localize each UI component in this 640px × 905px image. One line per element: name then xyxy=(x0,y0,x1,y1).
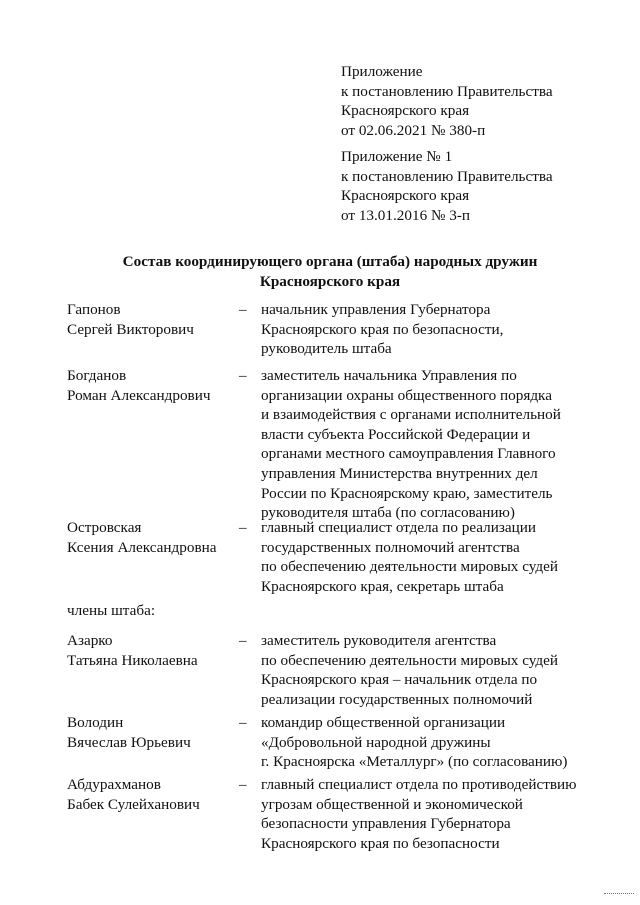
position-line: органами местного самоуправления Главного xyxy=(261,445,556,463)
appendix-header-line: от 13.01.2016 № 3-п xyxy=(341,206,471,224)
person-given-name: Роман Александрович xyxy=(67,386,211,404)
person-name xyxy=(67,300,232,339)
document-title xyxy=(60,252,600,292)
position-line: Красноярского края по безопасности, xyxy=(261,320,504,338)
position-line: главный специалист отдела по реализации xyxy=(261,519,536,536)
appendix-header-current xyxy=(341,62,631,140)
person-position xyxy=(261,300,591,359)
scan-artifact-mark xyxy=(604,893,634,897)
dash-separator: – xyxy=(239,301,247,318)
appendix-header-line: к постановлению Правительства xyxy=(341,167,553,185)
position-line: главный специалист отдела по противодействию xyxy=(261,776,577,793)
position-line: по обеспечению деятельности мировых судей xyxy=(261,558,558,576)
person-position xyxy=(261,366,591,523)
dash-separator: – xyxy=(239,776,247,793)
person-given-name: Татьяна Николаевна xyxy=(67,651,198,669)
document-title-line: Состав координирующего органа (штаба) народных дружин xyxy=(122,253,538,270)
person-name xyxy=(67,518,232,557)
appendix-header-line: Красноярского края xyxy=(341,187,470,205)
appendix-header-line: Красноярского края xyxy=(341,102,470,120)
position-line: руководителя штаба (по согласованию) xyxy=(261,504,515,522)
position-line: г. Красноярска «Металлург» (по согласованию) xyxy=(261,753,568,771)
dash-separator: – xyxy=(239,714,247,731)
dash-separator: – xyxy=(239,367,247,384)
person-name xyxy=(67,366,232,405)
position-line: командир общественной организации xyxy=(261,714,506,731)
person-surname: Володин xyxy=(67,714,124,731)
appendix-header-line: Приложение xyxy=(341,63,423,80)
position-line: безопасности управления Губернатора xyxy=(261,815,511,833)
position-line: реализации государственных полномочий xyxy=(261,690,533,708)
position-line: руководитель штаба xyxy=(261,340,392,358)
position-line: Красноярского края – начальник отдела по xyxy=(261,671,538,689)
person-position xyxy=(261,631,591,709)
appendix-header-line: Приложение № 1 xyxy=(341,148,453,165)
position-line: заместитель руководителя агентства xyxy=(261,632,497,649)
position-line: заместитель начальника Управления по xyxy=(261,367,517,384)
position-line: и взаимодействия с органами исполнительной xyxy=(261,406,561,424)
person-given-name: Бабек Сулейханович xyxy=(67,795,200,813)
person-surname: Островская xyxy=(67,519,142,536)
person-position xyxy=(261,518,591,596)
person-given-name: Вячеслав Юрьевич xyxy=(67,733,191,751)
person-name xyxy=(67,631,232,670)
position-line: организации охраны общественного порядка xyxy=(261,386,552,404)
document-title-line: Красноярского края xyxy=(259,273,401,290)
person-name xyxy=(67,713,232,752)
appendix-header-line: к постановлению Правительства xyxy=(341,82,553,100)
position-line: угрозам общественной и экономической xyxy=(261,795,523,813)
appendix-header-original xyxy=(341,147,631,225)
person-surname: Абдурахманов xyxy=(67,776,161,793)
person-given-name: Ксения Александровна xyxy=(67,538,217,556)
position-line: управления Министерства внутренних дел xyxy=(261,464,538,482)
position-line: «Добровольной народной дружины xyxy=(261,733,491,751)
person-surname: Гапонов xyxy=(67,301,121,318)
position-line: государственных полномочий агентства xyxy=(261,538,520,556)
position-line: Красноярского края по безопасности xyxy=(261,834,500,852)
position-line: начальник управления Губернатора xyxy=(261,301,491,318)
members-section-label: члены штаба: xyxy=(67,602,156,619)
person-given-name: Сергей Викторович xyxy=(67,320,194,338)
person-surname: Азарко xyxy=(67,632,113,649)
person-position xyxy=(261,775,591,853)
person-name xyxy=(67,775,232,814)
person-surname: Богданов xyxy=(67,367,127,384)
position-line: по обеспечению деятельности мировых судей xyxy=(261,651,558,669)
position-line: России по Красноярскому краю, заместитель xyxy=(261,484,553,502)
position-line: Красноярского края, секретарь штаба xyxy=(261,577,504,595)
person-position xyxy=(261,713,591,772)
appendix-header-line: от 02.06.2021 № 380-п xyxy=(341,121,486,139)
dash-separator: – xyxy=(239,519,247,536)
dash-separator: – xyxy=(239,632,247,649)
position-line: власти субъекта Российской Федерации и xyxy=(261,425,531,443)
